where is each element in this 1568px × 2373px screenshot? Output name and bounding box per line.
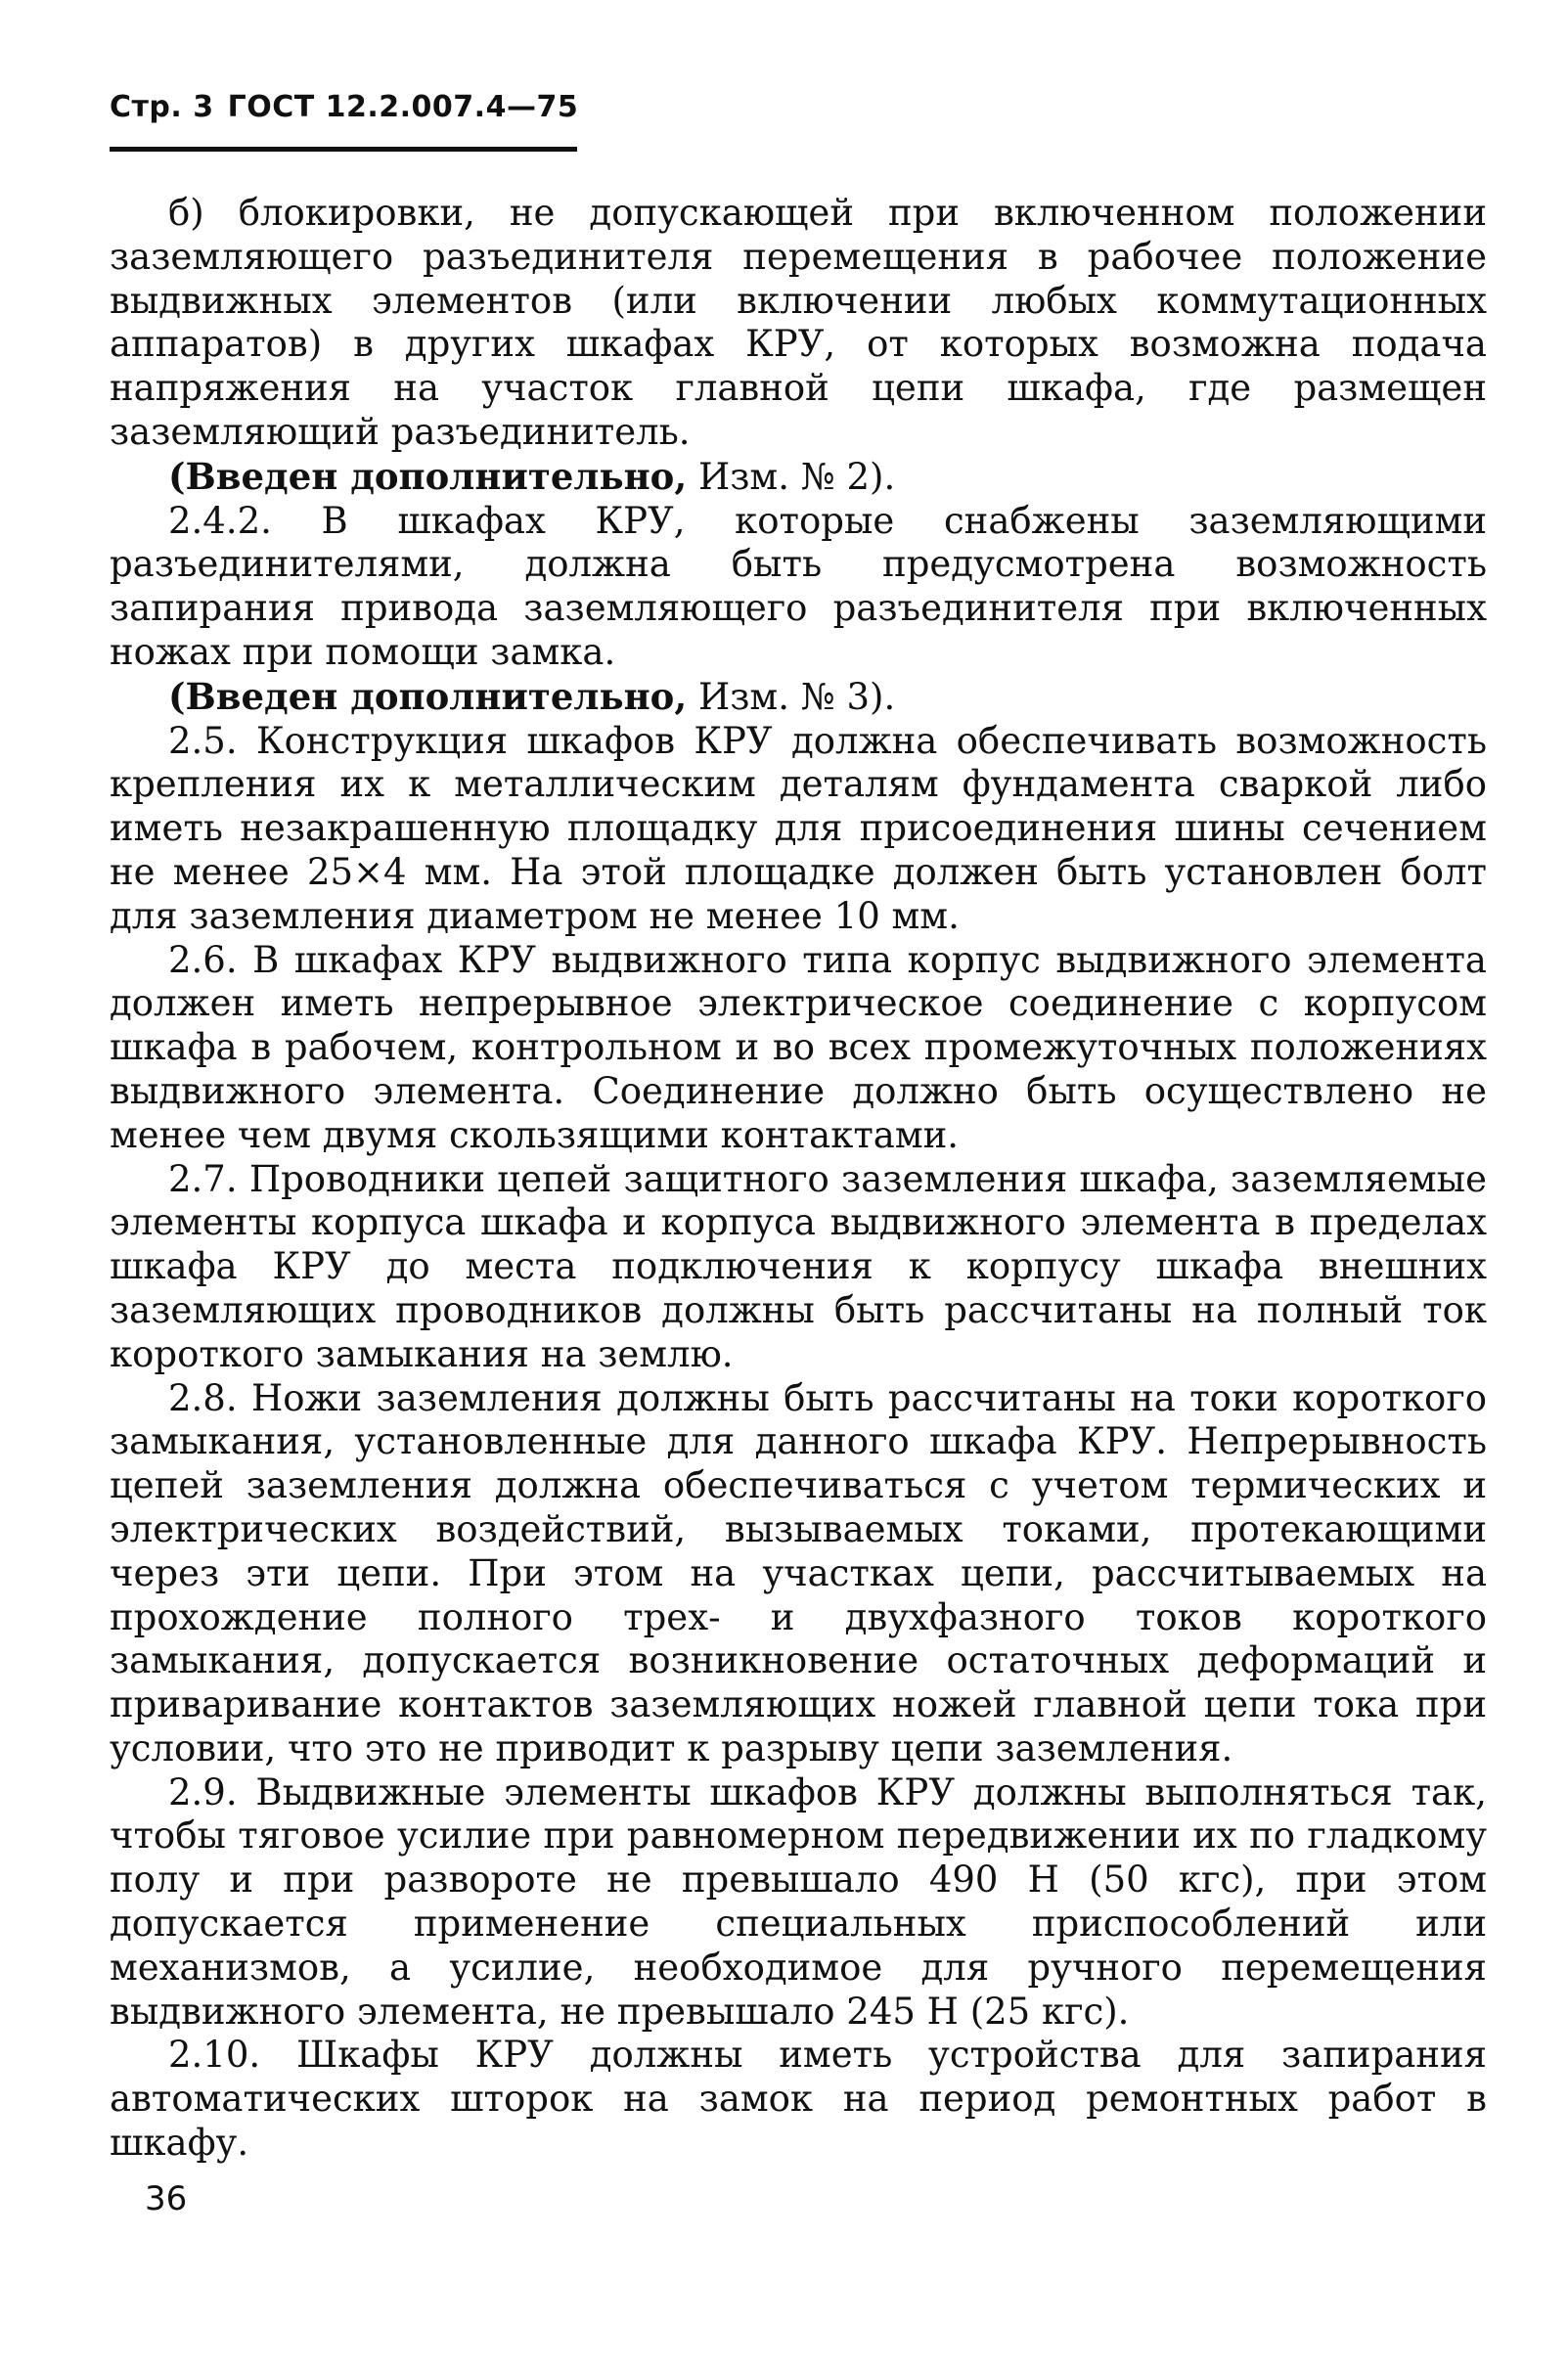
paragraph-2-4-2: 2.4.2. В шкафах КРУ, которые снабжены заземляющими разъединителями, должна быть предусмотрена возможность запирания привода заземляющего разъединителя при включенных ножах при помощи замка. xyxy=(110,499,1487,673)
paragraph-2-7: 2.7. Проводники цепей защитного заземления шкафа, заземляемые элементы корпуса шкафа и корпуса выдвижного элемента в пределах шкафа КРУ до места подключения к корпусу шкафа внешних заземляющих проводников должны быть рассчитаны на полный ток короткого замыкания на землю. xyxy=(110,1157,1487,1375)
amendment-note-2 xyxy=(110,455,1487,500)
paragraph-2-9: 2.9. Выдвижные элементы шкафов КРУ должны выполняться так, чтобы тяговое усилие при равномерном передвижении их по гладкому полу и при развороте не превышало 490 Н (50 кгс), при этом допускается применение специальных приспособлений или механизмов, а усилие, необходимое для ручного перемещения выдвижного элемента, не превышало 245 Н (25 кгс). xyxy=(110,1770,1487,2033)
standard-designation: ГОСТ 12.2.007.4—75 xyxy=(227,90,579,124)
page-number: 36 xyxy=(145,2179,188,2218)
paragraph-2-5: 2.5. Конструкция шкафов КРУ должна обеспечивать возможность крепления их к металлическим деталям фундамента сваркой либо иметь незакрашенную площадку для присоединения шины сечением не менее 25×4 мм. На этой площадке должен быть установлен болт для заземления диаметром не менее 10 мм. xyxy=(110,719,1487,937)
paragraph-b-blocking: б) блокировки, не допускающей при включенном положении заземляющего разъединителя перемещения в рабочее положение выдвижных элементов (или включении любых коммутационных аппаратов) в других шкафах КРУ, от которых возможна подача напряжения на участок главной цепи шкафа, где размещен заземляющий разъединитель. xyxy=(110,192,1487,453)
amendment-note-bold: (Введен дополнительно, xyxy=(168,454,688,498)
amendment-note-bold: (Введен дополнительно, xyxy=(168,674,688,718)
amendment-note-ref: Изм. № 3). xyxy=(687,675,896,718)
paragraph-2-6: 2.6. В шкафах КРУ выдвижного типа корпус выдвижного элемента должен иметь непрерывное электрическое соединение с корпусом шкафа в рабочем, контрольном и во всех промежуточных положениях выдвижного элемента. Соединение должно быть осуществлено не менее чем двумя скользящими контактами. xyxy=(110,938,1487,1156)
amendment-note-3 xyxy=(110,675,1487,720)
paragraph-2-10: 2.10. Шкафы КРУ должны иметь устройства для запирания автоматических шторок на замок на период ремонтных работ в шкафу. xyxy=(110,2034,1487,2165)
paragraph-2-8: 2.8. Ножи заземления должны быть рассчитаны на токи короткого замыкания, установленные для данного шкафа КРУ. Непрерывность цепей заземления должна обеспечиваться с учетом термических и электрических воздействий, вызываемых токами, протекающими через эти цепи. При этом на участках цепи, рассчитываемых на прохождение полного трех- и двухфазного токов короткого замыкания, допускается возникновение остаточных деформаций и приваривание контактов заземляющих ножей главной цепи тока при условии, что это не приводит к разрыву цепи заземления. xyxy=(110,1376,1487,1769)
page-header xyxy=(110,90,592,124)
page-label: Стр. 3 xyxy=(110,90,214,124)
body-text xyxy=(110,192,1487,2166)
amendment-note-ref: Изм. № 2). xyxy=(687,455,896,498)
header-rule xyxy=(110,147,577,152)
